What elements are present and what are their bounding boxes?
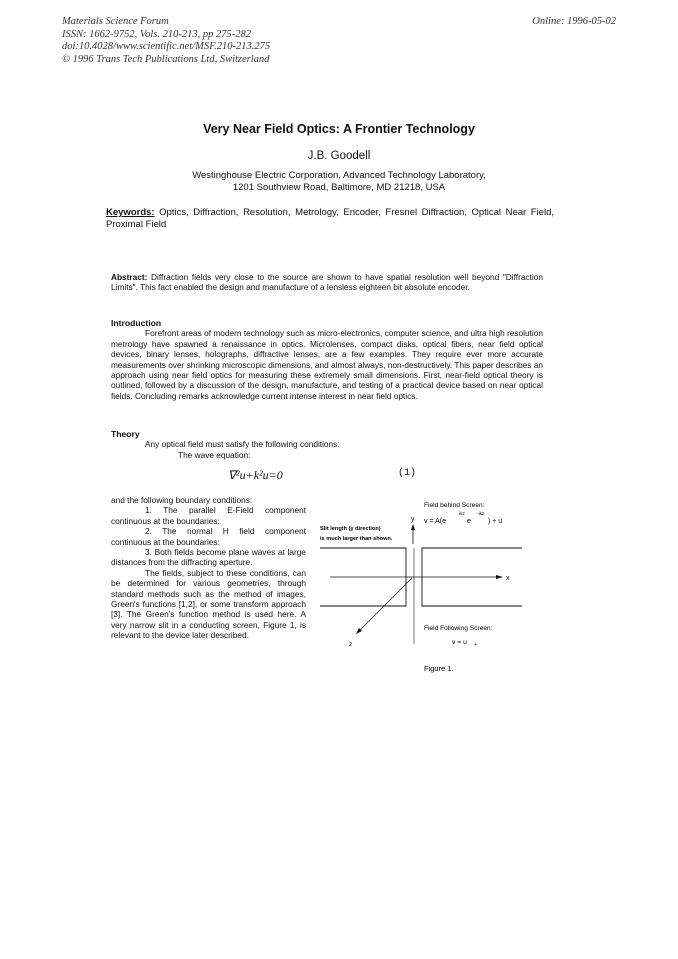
keywords-label: Keywords: bbox=[106, 207, 155, 218]
abstract bbox=[111, 272, 543, 293]
theory-paragraph: The fields, subject to these conditions, can be determined for various geometries, through standard methods such as the method of images, Green's functions [1,2], or some transform approach [3]. The Green's function method is used here. A very narrow slit in a conducting screen, Figure 1, is relevant to the device later described. bbox=[111, 567, 306, 641]
affiliation bbox=[0, 170, 678, 194]
y-axis-label: y bbox=[411, 516, 415, 523]
keywords-text: Optics, Diffraction, Resolution, Metrology, Encoder, Fresnel Diffraction, Optical Near Field, Proximal Field bbox=[106, 207, 554, 230]
eq-dot: · bbox=[464, 518, 467, 525]
journal-header bbox=[62, 16, 270, 66]
figure-1-diagram bbox=[316, 496, 526, 678]
abstract-text: Diffraction fields very close to the source are shown to have spatial resolution well beyond "Diffraction Limits". This fact enabled the design and manufacture of a lensless eighteen bit absolute encoder. bbox=[111, 272, 543, 293]
wave-equation: ∇²u+k²u=0 bbox=[228, 468, 283, 482]
copyright: © 1996 Trans Tech Publications Ltd, Switzerland bbox=[62, 53, 270, 65]
field-following-label: Field Following Screen: bbox=[424, 625, 493, 632]
affiliation-line-1: Westinghouse Electric Corporation, Advanced Technology Laboratory, bbox=[192, 170, 486, 181]
author: J.B. Goodell bbox=[307, 150, 371, 162]
journal-name: Materials Science Forum bbox=[62, 16, 169, 27]
affiliation-line-2: 1201 Southview Road, Baltimore, MD 21218, USA bbox=[232, 182, 446, 193]
equation-number: (1) bbox=[398, 468, 417, 479]
eq-exponent-2: -ikz bbox=[477, 512, 485, 517]
eq-behind-start: v = A(e bbox=[424, 518, 446, 525]
theory-line-1: Any optical field must satisfy the following conditions: bbox=[145, 439, 340, 450]
eq-following-sub: + bbox=[474, 642, 477, 648]
eq-exponent-1: ikz bbox=[459, 512, 465, 517]
eq-behind-tail: ) + u bbox=[488, 518, 503, 525]
field-behind-label: Field behind Screen: bbox=[424, 502, 485, 509]
z-axis-line bbox=[358, 578, 412, 632]
figure-caption: Figure 1. bbox=[424, 664, 454, 673]
doi: doi:10.4028/www.scientific.net/MSF.210-213.275 bbox=[62, 41, 271, 52]
slit-note-line-1: Slit length (y direction) bbox=[320, 526, 381, 532]
slit-note-line-2: is much larger than shown. bbox=[320, 536, 393, 542]
introduction-text: Forefront areas of modern technology such as micro-electronics, computer science, and ultra high resolution metrology have spawned a renaissance in optics. Microlenses, compact disks, optical fibers, near field optical devices, binary lenses, holographs, diffractive lenses, are a few examples. They require ever more accurate measurements over shrinking microscopic dimensions, and almost always, non-destructively. This paper describes an approach using near field optics for measuring these extremely small dimensions. First, near-field optical theory is outlined, followed by a discussion of the design, manufacture, and testing of a practical device based on near optical fields. Concluding remarks acknowledge current intense interest in near field optics. bbox=[111, 328, 543, 401]
z-axis-label: z bbox=[349, 641, 353, 648]
x-axis-label: x bbox=[506, 575, 510, 582]
boundary-conditions bbox=[111, 495, 306, 641]
abstract-label: Abstract: bbox=[111, 272, 148, 282]
boundary-intro: and the following boundary conditions: bbox=[111, 495, 253, 505]
theory-heading: Theory bbox=[111, 429, 140, 439]
introduction-heading: Introduction bbox=[111, 318, 162, 328]
paper-title: Very Near Field Optics: A Frontier Technology bbox=[203, 122, 475, 136]
introduction-section bbox=[111, 318, 543, 401]
condition-2: 2. The normal H field component continuous at the boundaries: bbox=[111, 526, 306, 547]
x-axis-arrowhead bbox=[496, 575, 503, 579]
condition-1: 1. The parallel E-Field component continuous at the boundaries: bbox=[111, 505, 306, 526]
eq-e2: e bbox=[467, 518, 471, 525]
theory-line-2: The wave equation: bbox=[178, 449, 251, 460]
eq-following: v = u bbox=[452, 639, 467, 646]
y-axis-arrowhead bbox=[411, 524, 415, 530]
issn: ISSN: 1662-9752, Vols. 210-213, pp 275-282 bbox=[62, 28, 251, 40]
theory-section bbox=[111, 429, 543, 460]
online-date: Online: 1996-05-02 bbox=[532, 16, 616, 27]
keywords bbox=[106, 207, 554, 231]
condition-3: 3. Both fields become plane waves at large distances from the diffracting aperture. bbox=[111, 547, 306, 568]
